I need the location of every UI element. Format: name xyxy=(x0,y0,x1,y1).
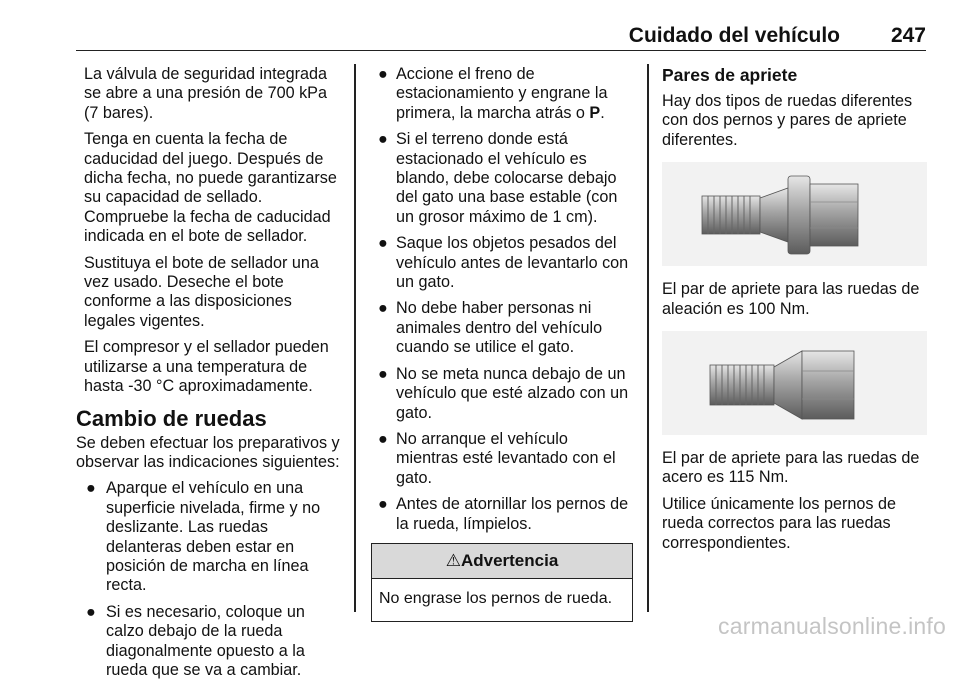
gear-p-label: P xyxy=(589,103,601,122)
bullet-icon: ● xyxy=(378,234,388,253)
bullet-icon: ● xyxy=(378,65,388,83)
bullet-icon: ● xyxy=(86,602,96,621)
paragraph-temperature: El compresor y el sellador pueden utilizarse a una temperatura de hasta -30 °C aproximadamente. xyxy=(84,338,329,396)
bullet-icon: ● xyxy=(86,479,96,498)
page-number: 247 xyxy=(890,24,926,47)
warning-box xyxy=(371,543,633,622)
paragraph-preparations: Se deben efectuar los preparativos y observar las indicaciones siguientes: xyxy=(76,433,340,471)
bullet-icon: ● xyxy=(378,299,388,318)
paragraph-use-correct-bolts: Utilice únicamente los pernos de rueda correctos para las ruedas correspondientes. xyxy=(662,494,896,552)
bullet-icon: ● xyxy=(378,364,388,383)
bullet-icon: ● xyxy=(378,495,388,514)
watermark: carmanualsonline.info xyxy=(718,613,946,639)
page-header xyxy=(76,22,926,51)
jack-safety-list xyxy=(371,65,633,534)
steel-wheel-bolt-illustration xyxy=(662,331,927,435)
warning-title: Advertencia xyxy=(460,550,559,570)
column-middle xyxy=(371,65,633,622)
heading-torque: Pares de apriete xyxy=(662,65,798,85)
list-item: ● No arranque el vehículo mientras esté levantado con el gato. xyxy=(378,429,616,487)
list-item: ● Accione el freno de estacionamiento y engrane la primera, la marcha atrás o P. xyxy=(378,65,608,122)
warning-triangle-icon: ⚠ xyxy=(445,550,461,570)
warning-header xyxy=(372,544,632,579)
list-item: ● Aparque el vehículo en una superficie nivelada, firme y no deslizante. Las ruedas delanteras deben estar en posición de marcha en línea recta. xyxy=(86,479,321,595)
caption-steel-torque: El par de apriete para las ruedas de acero es 115 Nm. xyxy=(662,449,920,487)
section-title: Cuidado del vehículo xyxy=(628,24,840,47)
bullet-icon: ● xyxy=(378,130,388,149)
preparation-list xyxy=(76,479,344,680)
column-left xyxy=(76,65,344,687)
heading-wheel-change: Cambio de ruedas xyxy=(76,405,267,431)
list-item: ● Si el terreno donde está estacionado el vehículo es blando, debe colocarse debajo del gato una base estable (con un grosor máximo de 1 cm). xyxy=(378,130,618,226)
warning-text: No engrase los pernos de rueda. xyxy=(379,590,613,608)
column-right xyxy=(662,65,927,560)
paragraph-replace-bottle: Sustituya el bote de sellador una vez usado. Deseche el bote conforme a las disposiciones legales vigentes. xyxy=(84,253,319,330)
list-item: ● Antes de atornillar los pernos de la rueda, límpielos. xyxy=(378,495,629,533)
list-item: ● Si es necesario, coloque un calzo debajo de la rueda diagonalmente opuesto a la rueda que se va a cambiar. xyxy=(86,602,305,679)
alloy-wheel-bolt-illustration xyxy=(662,162,927,266)
bullet-icon: ● xyxy=(378,429,388,448)
list-item: ● No debe haber personas ni animales dentro del vehículo cuando se utilice el gato. xyxy=(378,299,603,357)
paragraph-expiry-date: Tenga en cuenta la fecha de caducidad del juego. Después de dicha fecha, no puede garantizarse su capacidad de sellado. Compruebe la fecha de caducidad indicada en el bote de sellador. xyxy=(84,130,337,246)
caption-alloy-torque: El par de apriete para las ruedas de aleación es 100 Nm. xyxy=(662,280,920,318)
paragraph-torque-intro: Hay dos tipos de ruedas diferentes con dos pernos y pares de apriete diferentes. xyxy=(662,92,913,149)
list-item: ● Saque los objetos pesados del vehículo antes de levantarlo con un gato. xyxy=(378,234,629,292)
column-divider-right xyxy=(647,64,649,612)
paragraph-safety-valve: La válvula de seguridad integrada se abre a una presión de 700 kPa (7 bares). xyxy=(84,65,327,122)
column-divider-left xyxy=(354,64,356,612)
list-item: ● No se meta nunca debajo de un vehículo que esté alzado con un gato. xyxy=(378,364,629,422)
